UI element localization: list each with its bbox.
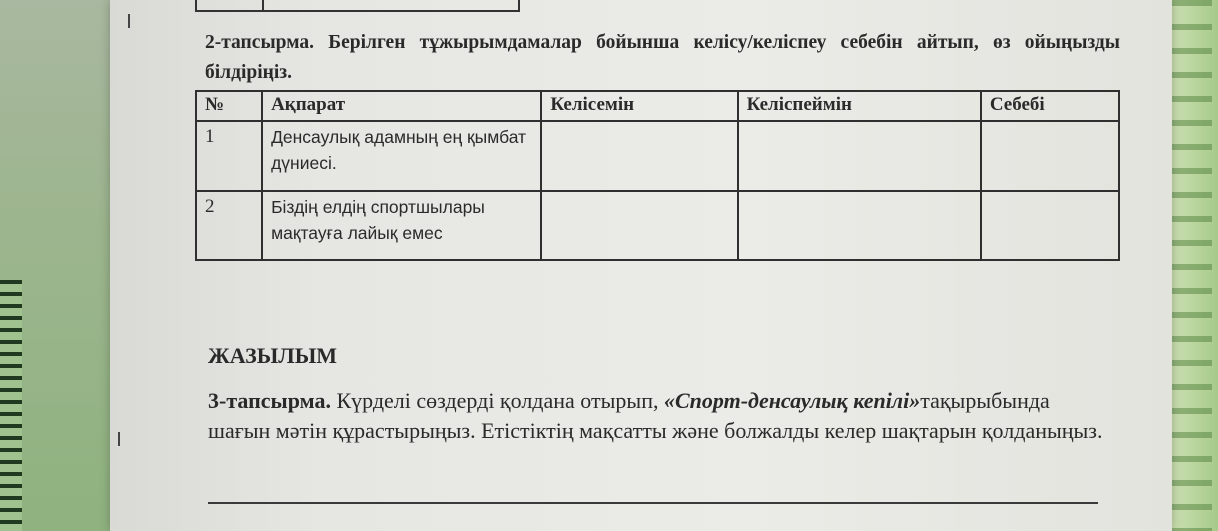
disagree-cell[interactable]: [738, 121, 981, 191]
row-info: Денсаулық адамның ең қымбат дүниесі.: [262, 121, 541, 191]
header-info: Ақпарат: [262, 91, 541, 121]
header-reason: Себебі: [981, 91, 1119, 121]
task3-label: 3-тапсырма.: [208, 388, 331, 413]
task2-text: Берілген тұжырымдамалар бойынша келісу/келіспеу себебін айтып, өз ойыңызды білдіріңіз.: [205, 32, 1120, 83]
row-number: 2: [196, 191, 262, 261]
task2-label: 2-тапсырма.: [205, 32, 314, 53]
agree-cell[interactable]: [541, 191, 737, 261]
table-header-row: [196, 91, 1119, 121]
task3-text-part1: Күрделі сөздерді қолдана отырып,: [330, 388, 664, 413]
header-number: №: [196, 91, 262, 121]
previous-table-edge: [195, 0, 520, 12]
reason-cell[interactable]: [981, 191, 1119, 261]
header-disagree: Келіспеймін: [738, 91, 981, 121]
table-row: [196, 121, 1119, 191]
answer-line[interactable]: [208, 502, 1098, 504]
header-agree: Келісемін: [541, 91, 737, 121]
background-stripes-left: [0, 280, 22, 531]
task3-topic-quote: «Спорт-денсаулық кепілі»: [663, 388, 921, 413]
task3-text-part2: тақырыбында шағын мәтін құрастырыңыз. Етістіктің мақсатты және болжалды келер шақтарын қолданыңыз.: [208, 388, 1103, 443]
pen-mark: [128, 14, 130, 28]
pen-mark: [118, 432, 120, 446]
table-row: [196, 191, 1119, 261]
previous-table-divider: [262, 0, 264, 12]
reason-cell[interactable]: [981, 121, 1119, 191]
disagree-cell[interactable]: [738, 191, 981, 261]
task2-instructions: [205, 28, 1120, 88]
section-title-writing: ЖАЗЫЛЫМ: [208, 343, 338, 368]
row-info: Біздің елдің спортшылары мақтауға лайық емес: [262, 191, 541, 261]
task3-instructions: [208, 386, 1113, 446]
agree-cell[interactable]: [541, 121, 737, 191]
row-number: 1: [196, 121, 262, 191]
opinion-table: [195, 90, 1120, 261]
